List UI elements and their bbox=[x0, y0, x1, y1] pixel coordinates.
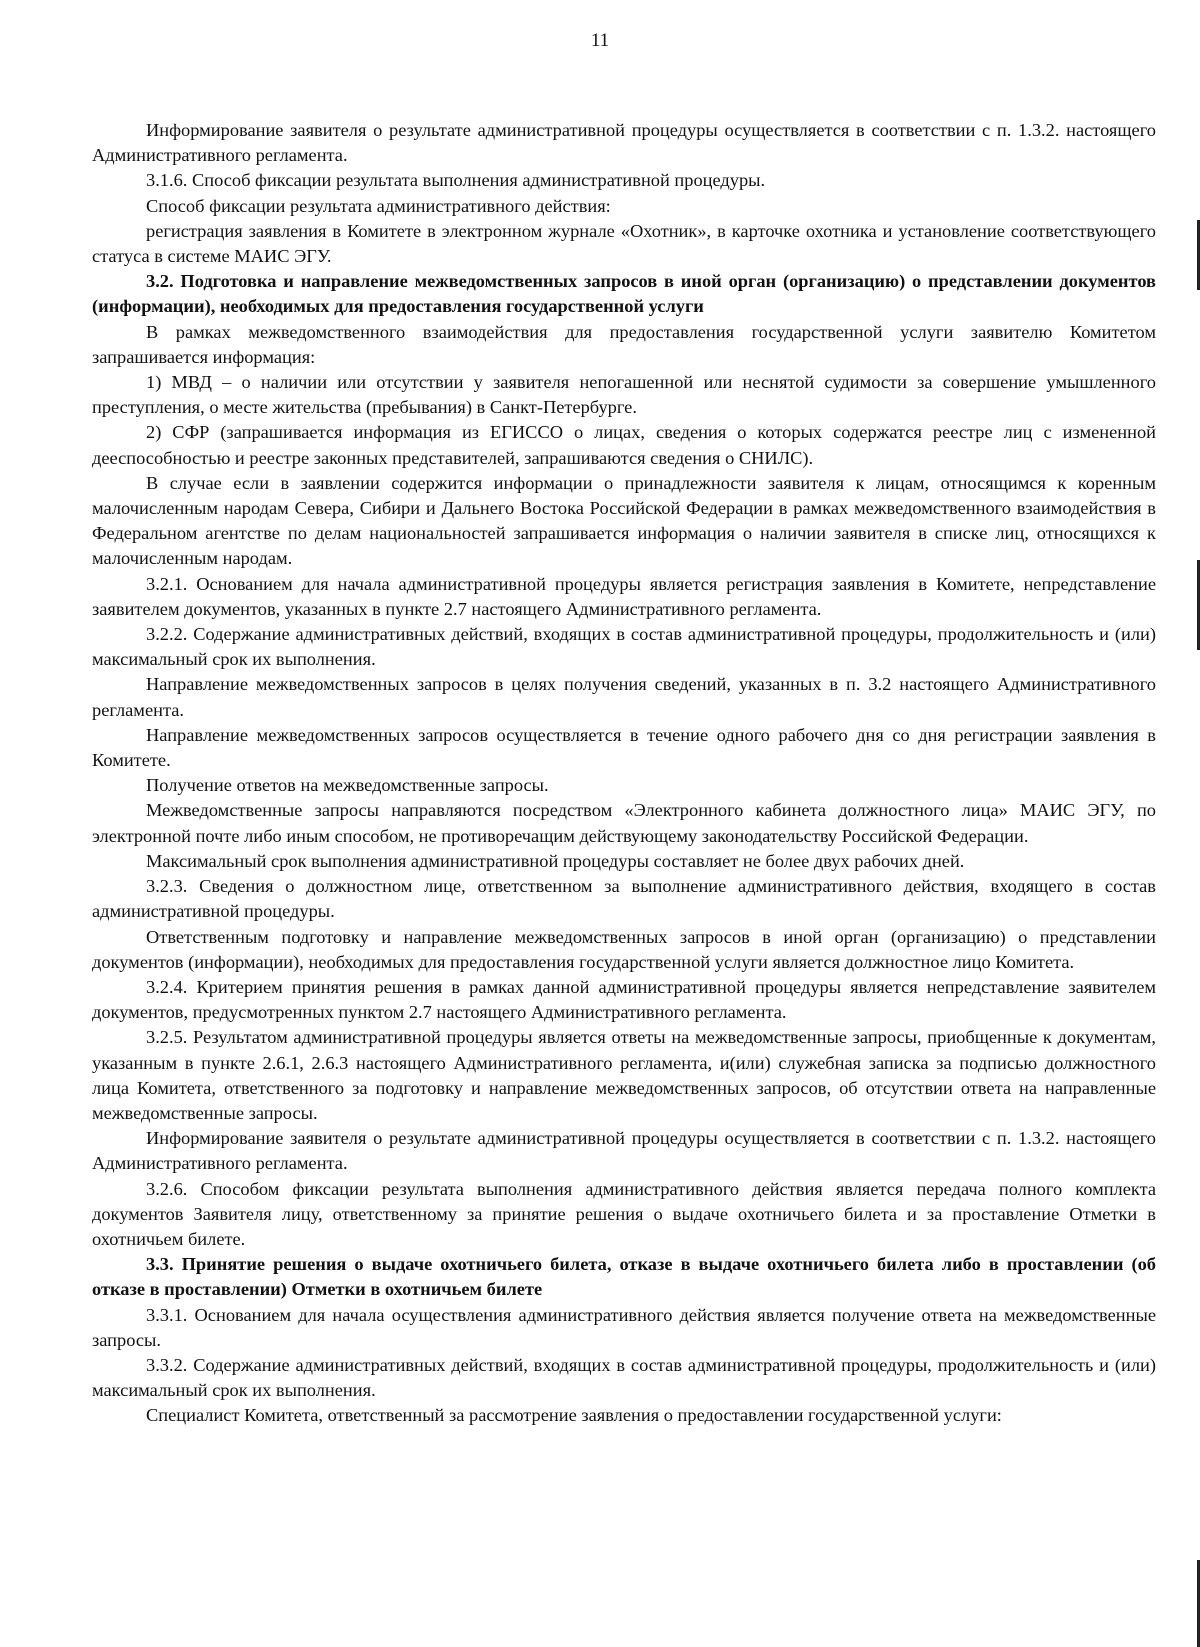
paragraph: 3.2.5. Результатом административной процедуры является ответы на межведомственные запросы, приобщенные к документам, указанным в пункте 2.6.1, 2.6.3 настоящего Административного регламента, и(или) служебная записка за подписью должностного лица Комитета, ответственного за подготовку и направление межведомственных запросов, об отсутствии ответа на направленные межведомственные запросы. bbox=[92, 1027, 1156, 1123]
paragraph: Получение ответов на межведомственные запросы. bbox=[146, 775, 549, 796]
paragraph: 1) МВД – о наличии или отсутствии у заявителя непогашенной или неснятой судимости за совершение умышленного преступления, о месте жительства (пребывания) в Санкт-Петербурге. bbox=[92, 372, 1156, 418]
page-number: 11 bbox=[590, 30, 610, 51]
document-body bbox=[92, 118, 1156, 1429]
paragraph: 2) СФР (запрашивается информация из ЕГИССО о лицах, сведения о которых содержатся реестре лиц с измененной дееспособностью и реестре законных представителей, запрашиваются сведения о СНИЛС). bbox=[92, 422, 1156, 468]
paragraph: Информирование заявителя о результате административной процедуры осуществляется в соответствии с п. 1.3.2. настоящего Административного регламента. bbox=[92, 120, 1156, 166]
paragraph: 3.2.4. Критерием принятия решения в рамках данной административной процедуры является непредставление заявителем документов, предусмотренных пунктом 2.7 настоящего Административного регламента. bbox=[92, 976, 1156, 1023]
paragraph: Максимальный срок выполнения административной процедуры составляет не более двух рабочих дней. bbox=[146, 850, 965, 871]
section-heading: 3.3. Принятие решения о выдаче охотничьего билета, отказе в выдаче охотничьего билета либо в проставлении (об отказе в проставлении) Отметки в охотничьем билете bbox=[92, 1254, 1156, 1300]
paragraph: 3.1.6. Способ фиксации результата выполнения административной процедуры. bbox=[146, 170, 766, 191]
paragraph: регистрация заявления в Комитете в электронном журнале «Охотник», в карточке охотника и установление соответствующего статуса в системе МАИС ЭГУ. bbox=[92, 220, 1156, 267]
paragraph: 3.2.3. Сведения о должностном лице, ответственном за выполнение административного действия, входящего в состав административной процедуры. bbox=[92, 876, 1156, 922]
paragraph: Способ фиксации результата административного действия: bbox=[146, 195, 611, 216]
paragraph: Ответственным подготовку и направление межведомственных запросов в иной орган (организацию) о представлении документов (информации), необходимых для предоставления государственной услуги является должностное лицо Комитета. bbox=[92, 926, 1156, 972]
paragraph: Направление межведомственных запросов осуществляется в течение одного рабочего дня со дня регистрации заявления в Комитете. bbox=[92, 724, 1156, 771]
paragraph: Межведомственные запросы направляются посредством «Электронного кабинета должностного лица» МАИС ЭГУ, по электронной почте либо иным способом, не противоречащим действующему законодательству Российской Федерации. bbox=[92, 800, 1156, 846]
paragraph: Специалист Комитета, ответственный за рассмотрение заявления о предоставлении государственной услуги: bbox=[146, 1405, 1002, 1426]
paragraph: В случае если в заявлении содержится информации о принадлежности заявителя к лицам, относящимся к коренным малочисленным народам Севера, Сибири и Дальнего Востока Российской Федерации в рамках межведомственного взаимодействия в Федеральном агентстве по делам национальностей запрашивается информация о наличии заявителя в списке лиц, относящихся к малочисленным народам. bbox=[92, 472, 1156, 569]
paragraph: 3.3.1. Основанием для начала осуществления административного действия является получение ответа на межведомственные запросы. bbox=[92, 1304, 1156, 1350]
paragraph: 3.2.2. Содержание административных действий, входящих в состав административной процедуры, продолжительность и (или) максимальный срок их выполнения. bbox=[92, 624, 1156, 670]
paragraph: Направление межведомственных запросов в целях получения сведений, указанных в п. 3.2 настоящего Административного регламента. bbox=[92, 674, 1156, 720]
section-heading: 3.2. Подготовка и направление межведомственных запросов в иной орган (организацию) о представлении документов (информации), необходимых для предоставления государственной услуги bbox=[92, 271, 1156, 317]
paragraph: Информирование заявителя о результате административной процедуры осуществляется в соответствии с п. 1.3.2. настоящего Административного регламента. bbox=[92, 1128, 1156, 1174]
paragraph: В рамках межведомственного взаимодействия для предоставления государственной услуги заявителю Комитетом запрашивается информация: bbox=[92, 321, 1156, 367]
paragraph: 3.2.1. Основанием для начала административной процедуры является регистрация заявления в Комитете, непредставление заявителем документов, указанных в пункте 2.7 настоящего Административного регламента. bbox=[92, 573, 1156, 619]
paragraph: 3.3.2. Содержание административных действий, входящих в состав административной процедуры, продолжительность и (или) максимальный срок их выполнения. bbox=[92, 1354, 1156, 1401]
paragraph: 3.2.6. Способом фиксации результата выполнения административного действия является передача полного комплекта документов Заявителя лицу, ответственному за принятие решения о выдаче охотничьего билета и за проставление Отметки в охотничьем билете. bbox=[92, 1178, 1156, 1249]
